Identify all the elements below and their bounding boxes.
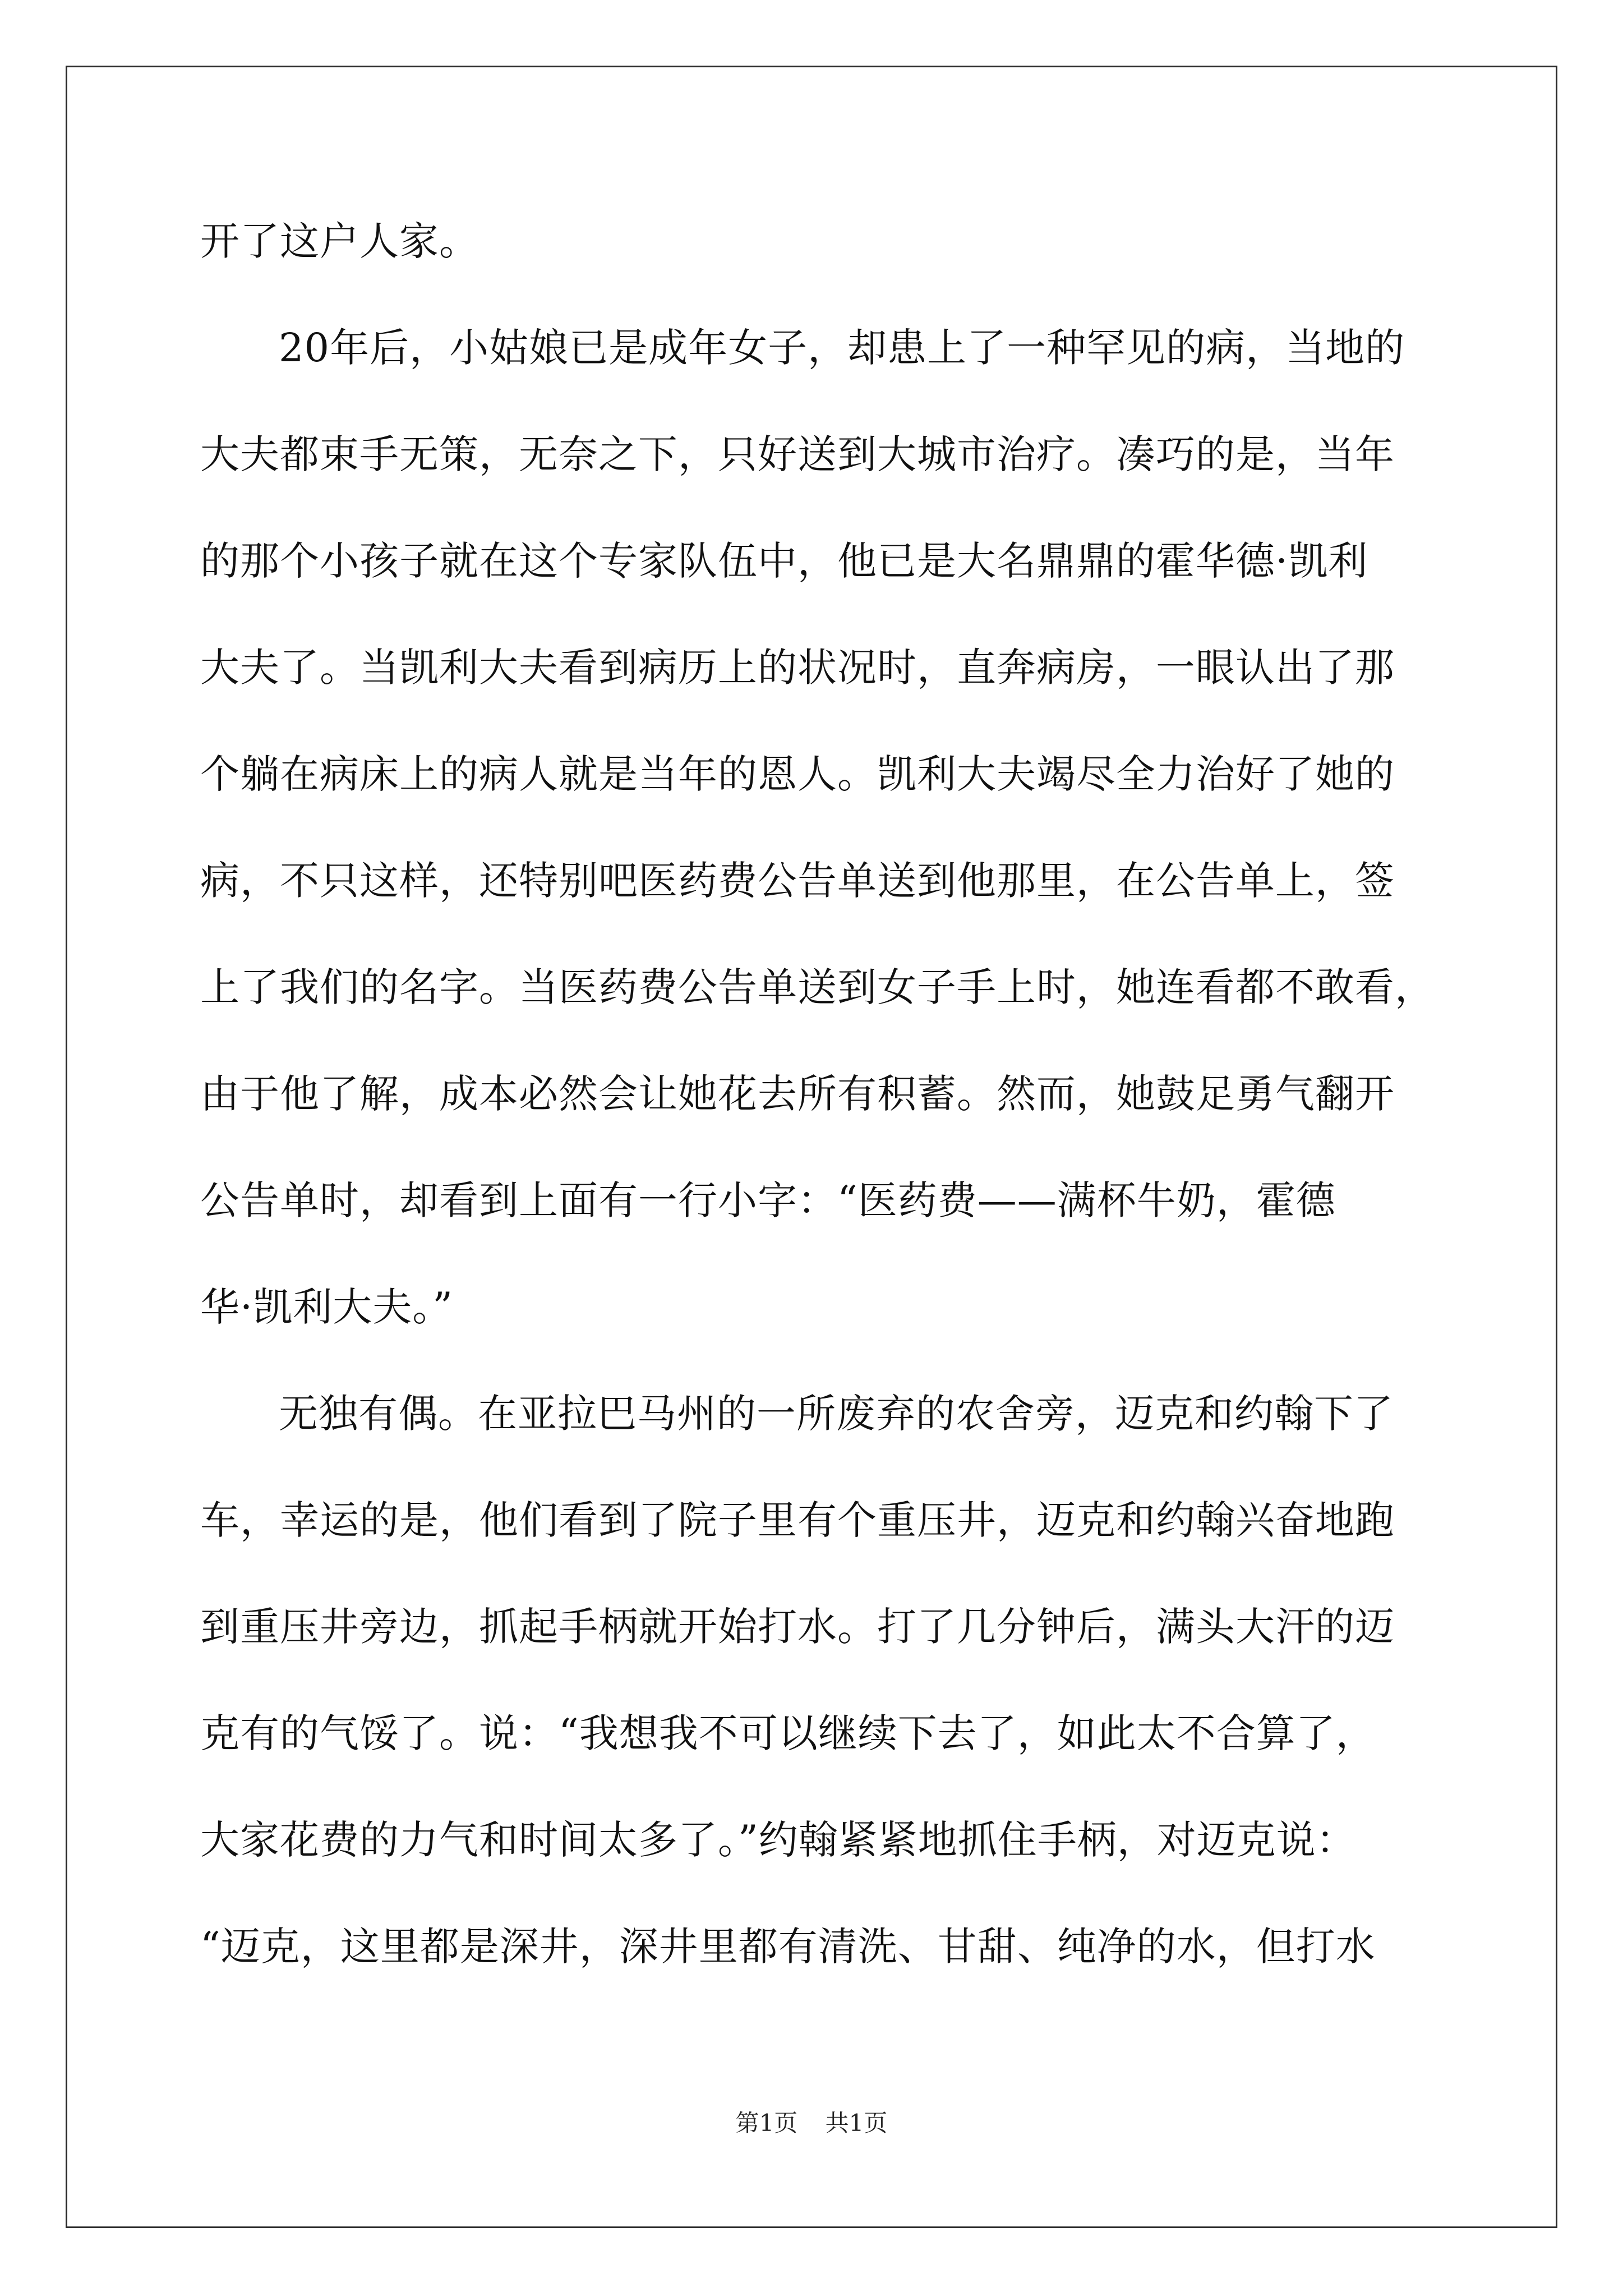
text-line: 大夫都束手无策，无奈之下，只好送到大城市治疗。凑巧的是，当年 xyxy=(200,431,1395,477)
text-line: 华·凯利大夫。” xyxy=(200,1284,454,1330)
text-line: 20年后，小姑娘已是成年女子，却患上了一种罕见的病，当地的 xyxy=(279,325,1405,371)
text-line: 车，幸运的是，他们看到了院子里有个重压井，迈克和约翰兴奋地跑 xyxy=(200,1497,1395,1543)
text-line: 大夫了。当凯利大夫看到病历上的状况时，直奔病房，一眼认出了那 xyxy=(200,645,1395,691)
text-line: 的那个小孩子就在这个专家队伍中，他已是大名鼎鼎的霍华德·凯利 xyxy=(200,538,1368,584)
text-line: 上了我们的名字。当医药费公告单送到女子手上时，她连看都不敢看， xyxy=(200,964,1435,1010)
text-line: 无独有偶。在亚拉巴马州的一所废弃的农舍旁，迈克和约翰下了 xyxy=(279,1391,1394,1437)
text-line: 公告单时，却看到上面有一行小字：“医药费——满杯牛奶，霍德 xyxy=(200,1177,1336,1223)
text-line: 克有的气馁了。说：“我想我不可以继续下去了，如此太不合算了， xyxy=(200,1710,1376,1756)
text-line: 开了这户人家。 xyxy=(200,218,479,264)
text-line: “迈克，这里都是深井，深井里都有清洗、甘甜、纯净的水，但打水 xyxy=(200,1924,1376,1970)
page-number-total: 共1页 xyxy=(825,2109,888,2137)
text-line: 大家花费的力气和时间太多了。”约翰紧紧地抓住手柄，对迈克说： xyxy=(200,1817,1356,1863)
text-line: 病，不只这样，还特别吧医药费公告单送到他那里，在公告单上，签 xyxy=(200,858,1395,904)
page-footer xyxy=(0,2106,1623,2140)
page-border xyxy=(66,66,1557,2228)
page-number-current: 第1页 xyxy=(735,2109,798,2137)
text-line: 由于他了解，成本必然会让她花去所有积蓄。然而，她鼓足勇气翻开 xyxy=(200,1071,1395,1117)
text-line: 个躺在病床上的病人就是当年的恩人。凯利大夫竭尽全力治好了她的 xyxy=(200,751,1395,797)
text-line: 到重压井旁边，抓起手柄就开始打水。打了几分钟后，满头大汗的迈 xyxy=(200,1604,1395,1650)
